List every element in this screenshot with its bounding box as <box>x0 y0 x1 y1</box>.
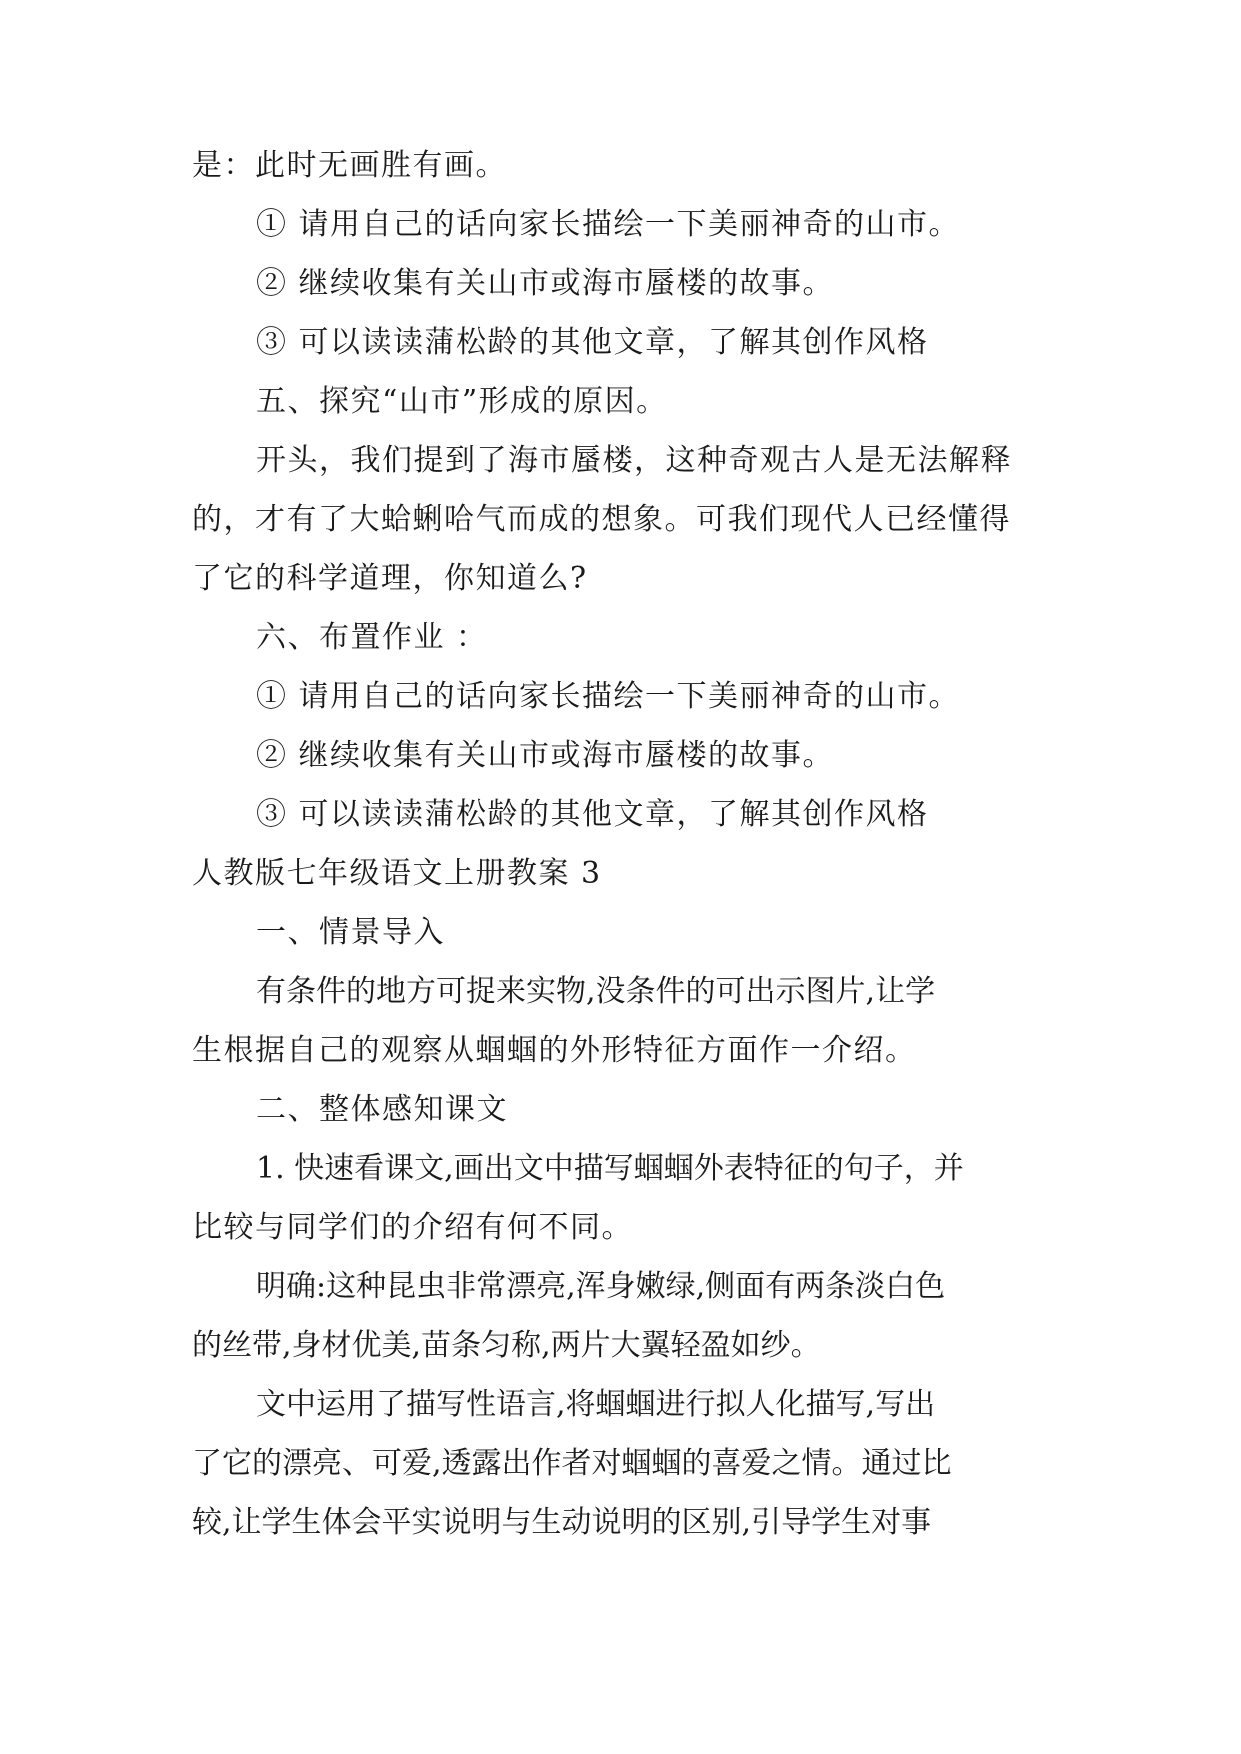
section-heading: 一、情景导入 <box>256 915 445 950</box>
paragraph-line: 的丝带,身材优美,苗条匀称,两片大翼轻盈如纱。 <box>192 1328 821 1363</box>
paragraph-line: 较,让学生体会平实说明与生动说明的区别,引导学生对事 <box>192 1505 932 1540</box>
paragraph-line: 了它的漂亮、可爱,透露出作者对蝈蝈的喜爱之情。通过比 <box>192 1446 952 1481</box>
homework-item-1: ① 请用自己的话向家长描绘一下美丽神奇的山市。 <box>256 679 961 714</box>
paragraph-line: 文中运用了描写性语言,将蝈蝈进行拟人化描写,写出 <box>256 1387 936 1422</box>
section-heading: 五、探究“山市”形成的原因。 <box>256 384 668 419</box>
homework-item-3: ③ 可以读读蒲松龄的其他文章，了解其创作风格 <box>256 797 929 832</box>
paragraph-line: 生根据自己的观察从蝈蝈的外形特征方面作一介绍。 <box>192 1033 917 1068</box>
paragraph-line: 有条件的地方可捉来实物,没条件的可出示图片,让学 <box>256 974 936 1009</box>
homework-item-3: ③ 可以读读蒲松龄的其他文章，了解其创作风格 <box>256 325 929 360</box>
section-heading: 二、整体感知课文 <box>256 1092 508 1127</box>
homework-item-2: ② 继续收集有关山市或海市蜃楼的故事。 <box>256 738 835 773</box>
homework-item-2: ② 继续收集有关山市或海市蜃楼的故事。 <box>256 266 835 301</box>
paragraph-line: 1. 快速看课文,画出文中描写蝈蝈外表特征的句子，并 <box>256 1151 964 1186</box>
paragraph-line: 明确:这种昆虫非常漂亮,浑身嫩绿,侧面有两条淡白色 <box>256 1269 946 1304</box>
paragraph-line: 的，才有了大蛤蜊哈气而成的想象。可我们现代人已经懂得 <box>192 502 1011 537</box>
paragraph-line: 开头，我们提到了海市蜃楼，这种奇观古人是无法解释 <box>256 443 1012 478</box>
section-heading: 六、布置作业 ： <box>256 620 488 655</box>
text-line: 是：此时无画胜有画。 <box>192 148 507 183</box>
lesson-title: 人教版七年级语文上册教案 3 <box>192 856 602 891</box>
homework-item-1: ① 请用自己的话向家长描绘一下美丽神奇的山市。 <box>256 207 961 242</box>
paragraph-line: 比较与同学们的介绍有何不同。 <box>192 1210 633 1245</box>
paragraph-line: 了它的科学道理，你知道么? <box>192 561 588 596</box>
